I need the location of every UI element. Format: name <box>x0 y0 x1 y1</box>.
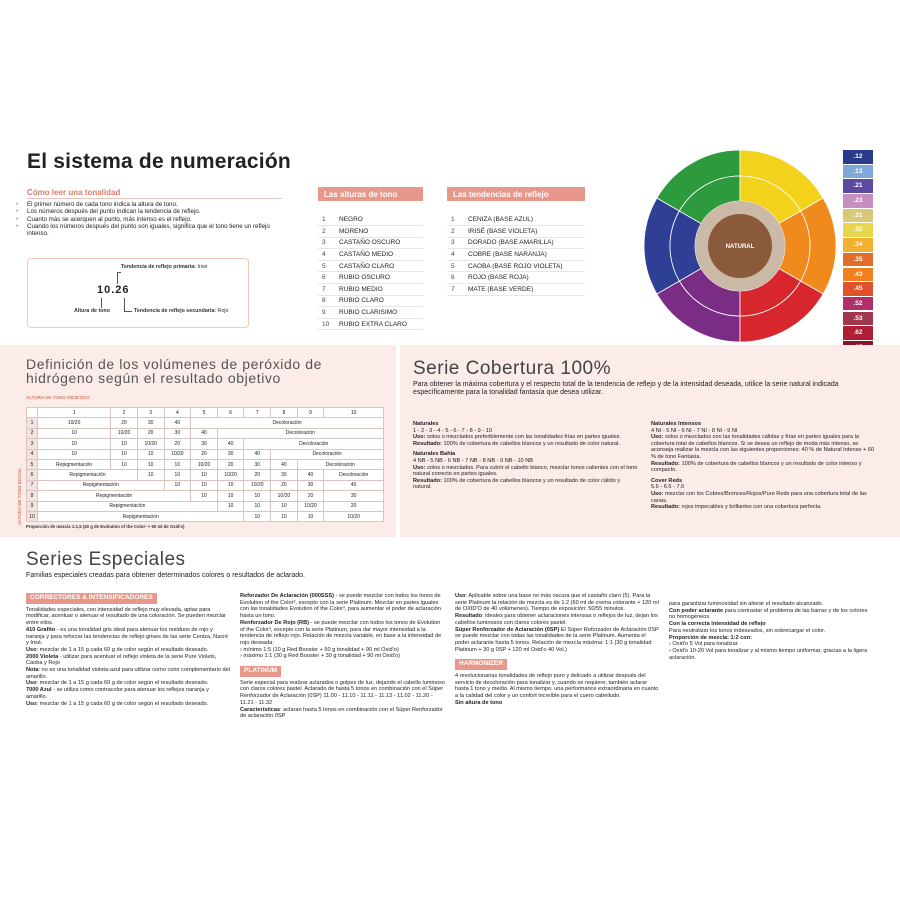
table-cell: 5 <box>27 459 38 469</box>
header-cell: 2 <box>111 408 138 418</box>
table-row <box>27 449 384 459</box>
list-item: • Los números después del punto indican la tendencia de reflejo. <box>16 208 276 215</box>
row-number: 6 <box>447 272 464 284</box>
table-cell: 20 <box>217 459 244 469</box>
row-number: 1 <box>318 214 335 226</box>
especiales-subtitle: Familias especiales creadas para obtener determinados colores o resultados de aclarado. <box>26 572 305 579</box>
row-number: 3 <box>447 237 464 249</box>
row-label: ROJO (BASE ROJA) <box>464 272 585 284</box>
cobertura-block <box>651 421 877 474</box>
table-cell: Repigmentación <box>38 470 138 480</box>
table-cell: 10 <box>164 459 191 469</box>
peroxide-title: Definición de los volúmenes de peróxido de hidrógeno según el resultado objetivo <box>26 356 323 386</box>
row-number: 9 <box>318 307 335 319</box>
cobertura-block <box>651 478 877 511</box>
swatch: .12 <box>843 150 873 164</box>
header-cell: 9 <box>297 408 324 418</box>
table-cell: Repigmentación <box>38 491 191 501</box>
table-cell: 10 <box>244 491 271 501</box>
row-number: 10 <box>318 318 335 330</box>
color-wheel <box>640 146 840 346</box>
swatch: .35 <box>843 253 873 267</box>
table-cell: 10 <box>137 470 164 480</box>
table-cell: 10 <box>297 511 324 521</box>
block-uso: Uso: solos o mezclados. Para cubrir el cabello blanco, mezclar tonos calientes con el tono natural correcto en partes iguales. <box>413 464 638 478</box>
table-cell: Decoloración <box>244 439 384 449</box>
table-cell: 40 <box>297 470 324 480</box>
block-heading: Naturales <box>413 421 439 427</box>
row-label: NEGRO <box>335 214 423 226</box>
row-number: 2 <box>318 226 335 238</box>
table-cell: 4 <box>27 449 38 459</box>
table-cell: 8 <box>27 491 38 501</box>
row-number: 2 <box>447 226 464 238</box>
how-to-read-list <box>16 201 276 237</box>
table-cell: Decoloración <box>271 449 384 459</box>
header-cell: 3 <box>137 408 164 418</box>
list-item: • Cuanto más se acerquen al punto, más intenso es el reflejo. <box>16 216 276 223</box>
block-result: Resultado: 100% de cobertura de cabellos blancos y un resultado de color natural. <box>413 440 620 447</box>
correctores-tag: CORRECTORES & INTENSIFICADORES <box>26 593 157 604</box>
table-cell: 20 <box>111 418 138 428</box>
table-row <box>318 226 423 238</box>
table-cell: 10/20 <box>191 459 218 469</box>
swatch: .32 <box>843 223 873 237</box>
row-label: CASTAÑO MEDIO <box>335 249 423 261</box>
swatch: .45 <box>843 282 873 296</box>
table-cell: 10 <box>191 491 218 501</box>
row-number: 3 <box>318 237 335 249</box>
header-cell: 10 <box>324 408 384 418</box>
table-cell: Repigmentación <box>38 511 244 521</box>
initial-height-label: ALTURA DE TONO INICIAL <box>17 467 22 525</box>
table-cell: 30 <box>297 480 324 490</box>
especiales-title: Series Especiales <box>26 549 186 570</box>
swatch: .52 <box>843 297 873 311</box>
swatch: .21 <box>843 179 873 193</box>
paragraph: Uso: mezclar de 1 a 15 g cada 60 g de color según el resultado deseado. <box>26 646 209 653</box>
table-cell: 10 <box>191 480 218 490</box>
especiales-column-1 <box>26 593 231 707</box>
cobertura-title: Serie Cobertura 100% <box>413 358 611 379</box>
row-number: 6 <box>318 272 335 284</box>
peroxide-table <box>26 407 384 522</box>
table-cell: 10 <box>217 491 244 501</box>
swatch: .34 <box>843 238 873 252</box>
paragraph: Nota: no es una tonalidad violeta-azul para utilizar como color complementario del amarillo. <box>26 667 230 680</box>
table-cell: 1 <box>27 418 38 428</box>
table-cell: 30 <box>137 418 164 428</box>
swatch-column <box>843 150 873 356</box>
table-row <box>318 284 423 296</box>
table-cell: Decoloración <box>297 459 383 469</box>
block-result: Resultado: 100% de cobertura de cabellos blancos y un resultado de color intenso y compacto. <box>651 460 862 474</box>
header-cell <box>27 408 38 418</box>
block-heading: Naturales Intensos <box>651 421 702 427</box>
divider <box>27 198 282 199</box>
table-row <box>447 272 585 284</box>
table-row <box>27 459 384 469</box>
table-cell: 10/20 <box>271 491 298 501</box>
paragraph: Serie especial para realizar aclarados o golpes de luz, dejando el cabello luminoso con claros colores pastel. Aclarado de hasta 5 tonos en combinación con el Súper Renforzador de Aclaración (0SP) 11.00 - 11.10 - 11.11 - 11.13 - 11.02 - 11.20 - 11.21 - 11.32 <box>240 679 445 706</box>
table-cell: 40 <box>191 428 218 438</box>
row-number: 7 <box>447 284 464 296</box>
leader-line <box>101 298 102 308</box>
how-to-read-heading: Cómo leer una tonalidad <box>27 188 121 197</box>
table-cell: Repigmentación <box>38 480 165 490</box>
block-line: 5.6 - 6.6 - 7.6 <box>651 484 685 491</box>
heights-table <box>318 214 423 330</box>
block-uso: Uso: solos o mezclados con las tonalidades cálidas y frías en partes iguales para la cobertura total de cabellos blancos. Si se desea un reflejo de moda más intenso, se aconseja realizar la mezcla con las siguientes proporciones: 40 % de Natural Intenso + 60 % de tono Fantasía. <box>651 434 875 460</box>
paragraph: Uso: Aplicable sobre una base no más oscura que el castaño claro (5). Para la serie Platinum la relación de mezcla es de 1:2 (60 ml de crema colorante + 120 ml de OXID'O de 40 volúmenes). Tiempo de exposición: 50/55 minutos. <box>455 593 659 613</box>
table-cell: 30 <box>271 470 298 480</box>
table-cell: 30 <box>324 491 384 501</box>
table-cell: 10 <box>271 511 298 521</box>
row-label: CAOBA (BASE ROJO VIOLETA) <box>464 260 585 272</box>
table-row <box>318 272 423 284</box>
paragraph: Proporción de mezcla: 1:2 con: <box>669 634 752 641</box>
paragraph: 4 revolucionarias tonalidades de reflejo puro y delicado a utilizar después del servicio de decoloración para tonalizar y, cuando se requiere, también aclarar hasta 1 tono y medio. Al mismo tiempo, una performance extraordinaria en cuanto a la calidad del color y un confort increíble para el cuero cabelludo. <box>455 673 659 700</box>
paragraph: Reforzador De Aclaración (000SSS) - se puede mezclar con todos los tonos de Evolution of the Color³, excepto con la serie Platinum. Mezclar en partes iguales con las tonalidades Evolution of the Color³, para aumentar el poder de aclaración hasta un tono. <box>240 593 441 620</box>
table-cell: 10 <box>111 439 138 449</box>
block-result: Resultado: rojos impecables y brillantes con una cobertura perfecta. <box>651 504 822 511</box>
paragraph: Características: aclaran hasta 5 tonos en combinación con el Súper Renforzador de aclaración 0SP <box>240 706 443 720</box>
row-number: 4 <box>318 249 335 261</box>
leader-line <box>117 272 121 273</box>
table-cell: 10 <box>271 501 298 511</box>
paragraph: Con la correcta intensidad de reflejo <box>669 621 766 628</box>
table-cell: 10 <box>137 459 164 469</box>
paragraph: Uso: mezclar de 1 a 15 g cada 60 g de color según el resultado deseado. <box>26 700 209 707</box>
table-row <box>447 226 585 238</box>
table-row <box>27 470 384 480</box>
header-cell: 8 <box>271 408 298 418</box>
table-cell: 30 <box>217 449 244 459</box>
table-row <box>27 439 384 449</box>
leader-line <box>124 298 125 311</box>
paragraph: Súper Renforzador de Aclaración (0SP) El Súper Reforzador de Aclaración 0SP se puede mezclar con todas las tonalidades de la serie Platinum. Aumenta el poder aclarante hasta 5 tonos. Relación de mezcla máxima: 1:1 (30 g tonalidad Platinum + 30 g 0SP + 120 ml Oxid'o 40 Vol.) <box>455 626 659 653</box>
table-cell: 10 <box>191 470 218 480</box>
row-label: DORADO (BASE AMARILLA) <box>464 237 585 249</box>
leader-line <box>117 272 118 284</box>
example-number: 10.26 <box>97 284 130 296</box>
table-cell: 10/20 <box>217 470 244 480</box>
table-cell: 9 <box>27 501 38 511</box>
swatch: .43 <box>843 268 873 282</box>
table-row <box>318 307 423 319</box>
cobertura-right-column <box>651 421 877 515</box>
table-row <box>447 237 585 249</box>
list-item: • El primer número de cada tono indica la altura de tono. <box>16 201 276 208</box>
paragraph: › máximo 1:1 (30 g Red Booster + 30 g tonalidad + 90 ml Oxid'o) <box>240 653 400 660</box>
table-cell: 6 <box>27 470 38 480</box>
row-label: RUBIO CLARO <box>335 295 423 307</box>
table-row <box>318 260 423 272</box>
block-result: Resultado: 100% de cobertura de cabellos blancos y un resultado de color cálido y natural. <box>413 477 621 491</box>
table-row <box>318 237 423 249</box>
header-cell: 1 <box>38 408 111 418</box>
table-row <box>27 418 384 428</box>
table-row <box>27 428 384 438</box>
row-label: MORENO <box>335 226 423 238</box>
table-cell: 10/20 <box>324 511 384 521</box>
table-cell: 10 <box>111 459 138 469</box>
block-line: 1 - 2 - 3 - 4 - 5 - 6 - 7 - 8 - 9 - 10 <box>413 427 492 434</box>
table-cell: 20 <box>297 491 324 501</box>
swatch: .62 <box>843 326 873 340</box>
row-label: IRISÉ (BASE VIOLETA) <box>464 226 585 238</box>
paragraph: Renforzador De Rojo (RB) - se puede mezclar con todos los tonos de Evolution of the Color³, excepto con la serie Platinum, para dar mayor intensidad a la tendencia de reflejo rojo. Relación de mezcla variable, en base a la intensidad de rojo deseada: <box>240 619 442 646</box>
table-cell: 40 <box>244 449 271 459</box>
row-label: CASTAÑO CLARO <box>335 260 423 272</box>
table-row <box>27 511 384 521</box>
table-cell: 2 <box>27 428 38 438</box>
paragraph: 7000 Azul - se utiliza como contracolor para atenuar los reflejos naranja y amarillo. <box>26 687 209 700</box>
table-cell: 10/20 <box>38 418 111 428</box>
cobertura-intro: Para obtener la máxima cobertura y el respecto total de la tendencia de reflejo y de la intensidad deseada, utilice la serie natural indicada específicamente para la tonalidad fantasía que desea utilizar. <box>413 381 839 397</box>
table-cell: 10/20 <box>137 439 164 449</box>
row-label: COBRE (BASE NARANJA) <box>464 249 585 261</box>
paragraph: › Oxid'o 10-20 Vol para tonalizar y al mismo tiempo uniformar, gracias a la ligera aclaración. <box>669 647 868 661</box>
paragraph: Para neutralizar los tonos indeseados, sin sobrecargar el color. <box>669 627 826 634</box>
table-cell: 40 <box>271 459 298 469</box>
secondary-tendency-note: Tendencia de reflejo secundaria: Rojo <box>134 308 229 314</box>
table-cell: 10 <box>38 449 111 459</box>
primary-tendency-note: Tendencia de reflejo primaria: Irisé <box>121 264 208 270</box>
header-cell: 4 <box>164 408 191 418</box>
table-cell: 40 <box>324 480 384 490</box>
table-row <box>27 480 384 490</box>
swatch: .13 <box>843 165 873 179</box>
table-cell: 30 <box>244 459 271 469</box>
table-cell: 20 <box>137 428 164 438</box>
row-number: 1 <box>447 214 464 226</box>
row-number: 5 <box>318 260 335 272</box>
tendencies-table <box>447 214 585 296</box>
paragraph: Con poder aclarante para contrastar el problema de las barras y de los colores no homogéneos. <box>669 607 868 621</box>
especiales-column-2 <box>240 593 445 720</box>
table-cell: Repigmentación <box>38 459 111 469</box>
table-cell: Decoloración <box>191 418 384 428</box>
tendencies-heading: Las tendencias de reflejo <box>447 187 585 201</box>
swatch: .23 <box>843 194 873 208</box>
block-line: 4 NI - 5 NI - 6 NI - 7 NI - 8 NI - 9 NI <box>651 427 738 434</box>
block-uso: Uso: solos o mezclados preferiblemente con las tonalidades frías en partes iguales. <box>413 434 622 441</box>
peroxide-footnote: Proporción de mezcla 1:1,5 (40 g de Evolution of the Color³ + 60 ml de Oxid'o) <box>26 524 185 529</box>
platinum-tag: PLATINUM <box>240 666 281 677</box>
table-cell: 10 <box>38 428 111 438</box>
table-cell: 20 <box>271 480 298 490</box>
table-cell: 20 <box>191 449 218 459</box>
header-cell: 7 <box>244 408 271 418</box>
paragraph: › mínimo 1:5 (10 g Red Booster + 50 g tonalidad + 90 ml Oxid'o) <box>240 646 399 653</box>
page-title: El sistema de numeración <box>27 150 291 173</box>
table-cell: 10 <box>217 501 244 511</box>
paragraph: Sin altura de tono <box>455 699 503 706</box>
table-cell: 10/20 <box>111 428 138 438</box>
row-label: RUBIO EXTRA CLARO <box>335 318 423 330</box>
table-cell: Decoloración <box>324 470 384 480</box>
table-cell: 10 <box>137 449 164 459</box>
leader-line <box>124 311 132 312</box>
paragraph: Resultado: ideales para obtener aclaraciones intensas o reflejos de luz, dejan los cabellos luminosos con claros colores pastel. <box>455 613 658 626</box>
table-cell: 10/20 <box>164 449 191 459</box>
table-cell: 10 <box>244 511 271 521</box>
table-row <box>447 249 585 261</box>
block-heading: Naturales Bahia <box>413 451 456 458</box>
especiales-column-3 <box>455 593 660 707</box>
paragraph: 2000 Violeta - utilizar para acentuar el reflejo violeta de la serie Pure Violets, Caoba y Rojo <box>26 653 217 667</box>
block-uso: Uso: mezclar con los Cobres/Bronces/Rojos/Pure Reds para una cobertura total de las canas. <box>651 490 867 504</box>
table-cell: 10 <box>164 480 191 490</box>
paragraph: 410 Grafito - es una tonalidad gris ideal para atenuar los residuos de rojo y naranja y para reforzar las tendencias de reflejo grises de las serie Ceniza, Nacré y Irisé. <box>26 626 229 647</box>
block-line: 4 NB - 5 NB - 6 NB - 7 NB - 8 NB - 9 NB - 10 NB <box>413 457 533 464</box>
table-cell: 30 <box>164 428 191 438</box>
row-number: 7 <box>318 284 335 296</box>
table-cell: 10/20 <box>297 501 324 511</box>
cobertura-block <box>413 451 638 491</box>
table-cell: 20 <box>244 470 271 480</box>
table-cell: 10 <box>111 449 138 459</box>
table-cell: 20 <box>324 501 384 511</box>
table-cell: 40 <box>164 418 191 428</box>
row-label: CASTAÑO OSCURO <box>335 237 423 249</box>
row-number: 5 <box>447 260 464 272</box>
table-cell: 7 <box>27 480 38 490</box>
table-cell: 10 <box>27 511 38 521</box>
row-label: RUBIO OSCURO <box>335 272 423 284</box>
table-row <box>318 295 423 307</box>
table-row <box>318 318 423 330</box>
table-cell: Decoloración <box>217 428 383 438</box>
block-heading: Cover Reds <box>651 477 683 484</box>
table-cell: 10 <box>164 470 191 480</box>
table-row <box>447 284 585 296</box>
harmonizer-tag: HARMONIZER <box>455 659 507 670</box>
cobertura-block <box>413 421 638 447</box>
list-item: • Cuando los números después del punto son iguales, significa que el tono tiene un reflejo intenso. <box>16 223 276 238</box>
row-number: 4 <box>447 249 464 261</box>
table-cell: 40 <box>217 439 244 449</box>
wheel-center-label: NATURAL <box>725 244 755 250</box>
paragraph: Uso: mezclar de 1 a 15 g cada 60 g de color según el resultado deseado. <box>26 680 209 687</box>
table-cell: Repigmentación <box>38 501 218 511</box>
table-row <box>27 501 384 511</box>
table-row <box>318 214 423 226</box>
table-row <box>318 249 423 261</box>
swatch: .31 <box>843 209 873 223</box>
table-cell: 10 <box>38 439 111 449</box>
table-cell: 20 <box>164 439 191 449</box>
table-cell: 3 <box>27 439 38 449</box>
especiales-column-4 <box>669 601 874 661</box>
row-label: MATE (BASE VERDE) <box>464 284 585 296</box>
table-row <box>447 260 585 272</box>
table-cell: 30 <box>191 439 218 449</box>
paragraph: para garantizar luminosidad sin alterar el resultado alcanzado. <box>669 601 824 607</box>
swatch: .53 <box>843 312 873 326</box>
row-label: RUBIO CLARISIMO <box>335 307 423 319</box>
header-cell: 6 <box>217 408 244 418</box>
paragraph: › Oxid'o 5 Vol para tonalizar. <box>669 641 739 648</box>
row-number: 8 <box>318 295 335 307</box>
table-header-row <box>27 408 384 418</box>
table-row <box>447 214 585 226</box>
table-row <box>27 491 384 501</box>
cobertura-left-column <box>413 421 638 495</box>
table-cell: 10/20 <box>244 480 271 490</box>
heights-heading: Las alturas de tono <box>318 187 423 201</box>
row-label: RUBIO MEDIO <box>335 284 423 296</box>
table-cell: 10 <box>217 480 244 490</box>
header-cell: 5 <box>191 408 218 418</box>
row-label: CENIZA (BASE AZUL) <box>464 214 585 226</box>
target-height-label: ALTURA DE TONO OBJETIVO <box>26 395 90 400</box>
table-cell: 10 <box>244 501 271 511</box>
height-note: Altura de tono <box>74 308 110 314</box>
paragraph: Tonalidades especiales, con intensidad de reflejo muy elevada, aptas para modificar, acentuar o atenuar el resultado de una coloración. Se pueden mezclar entre ellos. <box>26 606 226 627</box>
